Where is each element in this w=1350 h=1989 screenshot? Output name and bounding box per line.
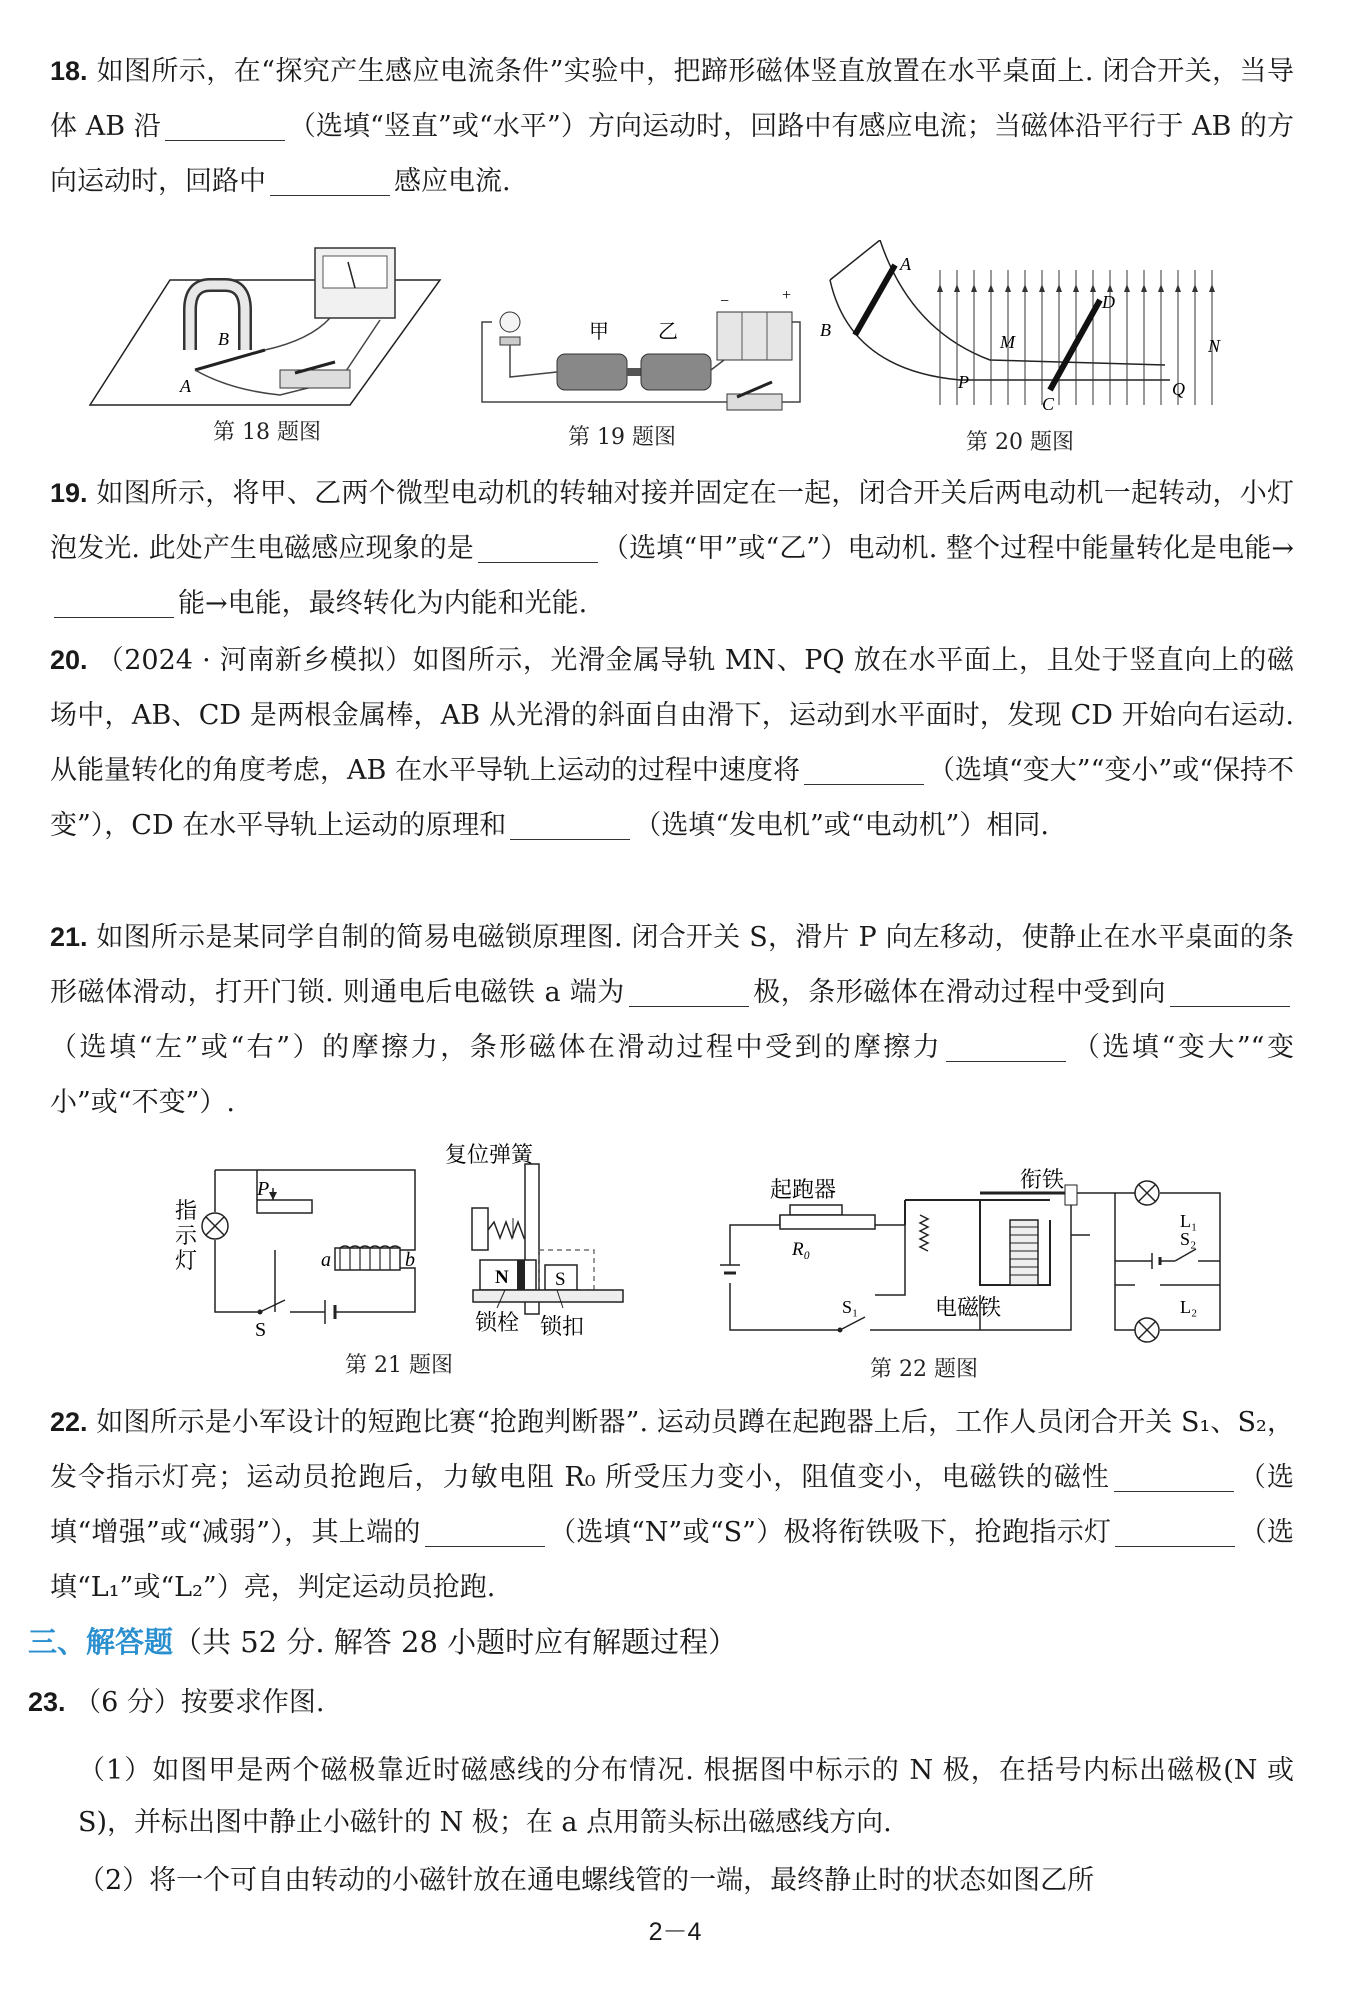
label-yi: 乙 xyxy=(658,321,678,343)
field-arrow xyxy=(1039,284,1045,292)
label-n: N xyxy=(495,1267,509,1288)
question-text: （选填“变大”“变小”或“保持不变”），CD 在水平导轨上运动的原理和 xyxy=(50,755,1295,841)
label-b: B xyxy=(218,329,229,349)
field-arrow xyxy=(1090,284,1096,292)
label-a: A xyxy=(180,376,191,396)
field-arrow xyxy=(1124,284,1130,292)
question-text: 如图所示，在“探究产生感应电流条件”实验中，把蹄形磁体竖直放置在水平桌面上. 闭合开关，当导体 AB 沿 xyxy=(50,56,1294,142)
figure-20 xyxy=(820,240,1240,420)
answer-blank[interactable] xyxy=(629,978,749,1007)
question-text: （选填“增强”或“减弱”），其上端的 xyxy=(50,1462,1294,1548)
field-arrow xyxy=(1141,284,1147,292)
label-m: M xyxy=(1000,332,1015,352)
figure-21-caption: 第 21 题图 xyxy=(345,1353,453,1378)
question-22 xyxy=(50,1395,1294,1615)
figure-22 xyxy=(720,1165,1260,1350)
label-indicator-2: 示 xyxy=(175,1223,198,1248)
figure-19 xyxy=(462,282,802,422)
label-p: P xyxy=(958,372,969,392)
label-s-pole: S xyxy=(555,1269,566,1290)
figure-20-caption: 第 20 题图 xyxy=(966,430,1074,455)
field-arrow xyxy=(1175,284,1181,292)
label-n: N xyxy=(1208,336,1221,356)
question-text: （选填“甲”或“乙”）电动机. 整个过程中能量转化是电能→ xyxy=(601,533,1294,564)
section-heading xyxy=(28,1620,737,1665)
answer-blank[interactable] xyxy=(54,589,174,618)
label-s: S xyxy=(255,1319,267,1340)
question-text: 如图所示是某同学自制的简易电磁锁原理图. 闭合开关 S，滑片 P 向左移动，使静止在水平桌面的条形磁体滑动，打开门锁. 则通电后电磁铁 a 端为 xyxy=(50,922,1294,1008)
question-18 xyxy=(50,44,1294,209)
label-armature: 衔铁 xyxy=(1020,1167,1065,1192)
label-c: C xyxy=(1042,394,1055,414)
field-arrow xyxy=(1107,284,1113,292)
label-d: D xyxy=(1102,292,1115,312)
question-text: 如图所示是小军设计的短跑比赛“抢跑判断器”. 运动员蹲在起跑器上后，工作人员闭合开关 S₁、S₂，发令指示灯亮；运动员抢跑后，力敏电阻 R₀ 所受压力变小，阻值变小，电磁铁的磁性 xyxy=(50,1407,1294,1493)
figure-22-caption: 第 22 题图 xyxy=(870,1357,978,1382)
label-q: Q xyxy=(1172,379,1185,399)
question-text: （选填“发电机”或“电动机”）相同. xyxy=(634,810,1049,841)
label-l2: L₂ xyxy=(1180,1297,1198,1317)
question-text: （选填“变大”“变小”或“不变”）. xyxy=(50,1032,1294,1118)
label-a: a xyxy=(321,1249,331,1271)
answer-blank[interactable] xyxy=(1170,978,1290,1007)
field-arrow xyxy=(937,284,943,292)
field-arrow xyxy=(1158,284,1164,292)
question-text: 感应电流. xyxy=(394,166,511,197)
question-23-part-1: （1）如图甲是两个磁极靠近时磁感线的分布情况. 根据图中标示的 N 极，在括号内标出磁极(N 或 S)，并标出图中静止小磁针的 N 极；在 a 点用箭头标出磁感线方向. xyxy=(78,1755,1294,1838)
answer-blank[interactable] xyxy=(804,756,924,785)
section-note: （共 52 分. 解答 28 小题时应有解题过程） xyxy=(173,1625,738,1659)
question-21 xyxy=(50,910,1294,1130)
figure-18-caption: 第 18 题图 xyxy=(213,420,321,445)
question-text: 极，条形磁体在滑动过程中受到向 xyxy=(752,977,1167,1008)
section-title: 三、解答题 xyxy=(28,1627,174,1659)
question-23 xyxy=(28,1675,1294,1730)
label-spring: 复位弹簧 xyxy=(445,1142,534,1167)
question-text: 如图所示，将甲、乙两个微型电动机的转轴对接并固定在一起，闭合开关后两电动机一起转动，小灯泡发光. 此处产生电磁感应现象的是 xyxy=(50,478,1294,564)
label-s2: S₂ xyxy=(1180,1229,1197,1249)
label-p: P xyxy=(257,1178,270,1200)
answer-blank[interactable] xyxy=(946,1033,1066,1062)
label-latch: 锁扣 xyxy=(540,1314,585,1339)
figure-19-caption: 第 19 题图 xyxy=(568,425,676,450)
question-text: （选填“左”或“右”）的摩擦力，条形磁体在滑动过程中受到的摩擦力 xyxy=(50,1032,943,1063)
answer-blank[interactable] xyxy=(1114,1463,1234,1492)
label-indicator-3: 灯 xyxy=(175,1248,198,1273)
label-starter: 起跑器 xyxy=(770,1177,837,1202)
label-r0: R₀ xyxy=(792,1239,811,1260)
label-bolt: 锁栓 xyxy=(475,1310,520,1335)
label-a: A xyxy=(900,254,911,274)
question-text: （6 分）按要求作图. xyxy=(74,1687,325,1718)
label-b: b xyxy=(405,1249,415,1271)
question-number: 21. xyxy=(50,922,88,952)
question-19 xyxy=(50,466,1294,631)
field-arrow xyxy=(1056,284,1062,292)
question-23-part-2: （2）将一个可自由转动的小磁针放在通电螺线管的一端，最终静止时的状态如图乙所 xyxy=(78,1865,1095,1896)
label-l1: L₁ xyxy=(1180,1211,1198,1231)
question-text: （2024 · 河南新乡模拟）如图所示，光滑金属导轨 MN、PQ 放在水平面上，且处于竖直向上的磁场中，AB、CD 是两根金属棒，AB 从光滑的斜面自由滑下，运动到水平面时，发现 CD 开始向右运动. 从能量转化的角度考虑，AB 在水平导轨上运动的过程中速度将 xyxy=(50,645,1294,786)
field-arrow xyxy=(1192,284,1198,292)
answer-blank[interactable] xyxy=(425,1518,545,1547)
label-electromagnet: 电磁铁 xyxy=(935,1295,1002,1320)
field-arrow xyxy=(1209,284,1215,292)
answer-blank[interactable] xyxy=(510,811,630,840)
question-number: 23. xyxy=(28,1687,66,1717)
question-number: 22. xyxy=(50,1407,88,1437)
field-arrow xyxy=(988,284,994,292)
page-number: 2－4 xyxy=(648,1918,702,1946)
answer-blank[interactable] xyxy=(165,112,285,141)
battery-plus: + xyxy=(782,287,792,304)
label-jia: 甲 xyxy=(589,321,609,343)
answer-blank[interactable] xyxy=(270,167,390,196)
field-arrow xyxy=(971,284,977,292)
label-b: B xyxy=(820,320,831,340)
question-number: 19. xyxy=(50,478,88,508)
field-arrow xyxy=(954,284,960,292)
answer-blank[interactable] xyxy=(1115,1518,1235,1547)
figure-18 xyxy=(80,240,450,410)
label-s1: S₁ xyxy=(842,1297,859,1317)
answer-blank[interactable] xyxy=(478,534,598,563)
field-arrow xyxy=(1073,284,1079,292)
question-20 xyxy=(50,633,1294,853)
question-number: 18. xyxy=(50,56,88,86)
field-arrow xyxy=(1022,284,1028,292)
question-text: 能→电能，最终转化为内能和光能. xyxy=(178,588,588,619)
question-text: （选填“N”或“S”）极将衔铁吸下，抢跑指示灯 xyxy=(548,1517,1112,1548)
battery-minus: − xyxy=(720,293,730,310)
figure-21 xyxy=(175,1140,645,1340)
question-text: （选填“L₁”或“L₂”）亮，判定运动员抢跑. xyxy=(50,1517,1295,1603)
question-text: （选填“竖直”或“水平”）方向运动时，回路中有感应电流；当磁体沿平行于 AB 的方向运动时，回路中 xyxy=(50,111,1294,197)
label-indicator-1: 指 xyxy=(175,1198,198,1223)
question-number: 20. xyxy=(50,645,88,675)
field-arrow xyxy=(1005,284,1011,292)
